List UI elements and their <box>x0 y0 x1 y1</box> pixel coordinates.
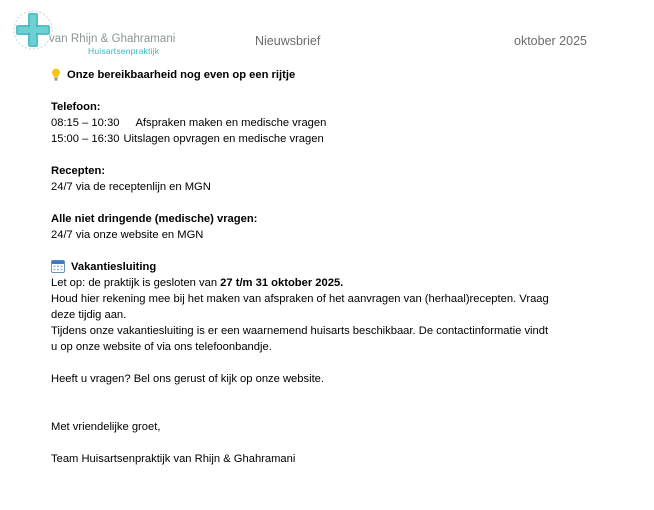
newsletter-body <box>51 67 596 467</box>
recepten-text: 24/7 via de receptenlijn en MGN <box>51 181 211 193</box>
telefoon-text: Uitslagen opvragen en medische vragen <box>123 133 324 145</box>
vakantie-replacement-line: u op onze website of via ons telefoonbandje. <box>51 341 272 353</box>
newsletter-date: oktober 2025 <box>514 34 587 48</box>
telefoon-time: 15:00 – 16:30 <box>51 133 120 145</box>
vakantie-closing-dates: 27 t/m 31 oktober 2025. <box>220 277 344 289</box>
vakantie-heading-text: Vakantiesluiting <box>71 261 157 273</box>
medical-cross-logo-icon <box>12 7 58 53</box>
recepten-label: Recepten: <box>51 165 106 177</box>
bereikbaarheid-heading-text: Onze bereikbaarheid nog even op een rijtje <box>67 69 296 81</box>
lightbulb-icon <box>51 68 61 81</box>
vakantie-closing-prefix: Let op: de praktijk is gesloten van <box>51 277 218 289</box>
questions-line: Heeft u vragen? Bel ons gerust of kijk op onze website. <box>51 373 325 385</box>
signature-line: Team Huisartsenpraktijk van Rhijn & Ghahramani <box>51 453 296 465</box>
vakantie-heading <box>51 259 596 275</box>
vragen-label: Alle niet dringende (medische) vragen: <box>51 213 258 225</box>
bereikbaarheid-heading <box>51 67 596 83</box>
vakantie-advice-line: deze tijdig aan. <box>51 309 127 321</box>
newsletter-title: Nieuwsbrief <box>255 34 321 48</box>
greeting-line: Met vriendelijke groet, <box>51 421 161 433</box>
telefoon-text: Afspraken maken en medische vragen <box>135 117 327 129</box>
vakantie-replacement-line: Tijdens onze vakantiesluiting is er een waarnemend huisarts beschikbaar. De contactinformatie vindt <box>51 325 549 337</box>
vakantie-closing-line <box>51 275 596 291</box>
calendar-icon <box>51 260 65 273</box>
telefoon-label: Telefoon: <box>51 101 101 113</box>
telefoon-line <box>51 115 596 131</box>
vragen-text: 24/7 via onze website en MGN <box>51 229 204 241</box>
practice-logo <box>12 7 176 56</box>
telefoon-time: 08:15 – 10:30 <box>51 117 120 129</box>
vakantie-advice-line: Houd hier rekening mee bij het maken van afspraken of het aanvragen van (herhaal)recepten. Vraag <box>51 293 549 305</box>
newsletter-header <box>0 0 654 60</box>
logo-practice-name: van Rhijn & Ghahramani <box>49 33 176 45</box>
logo-practice-subtitle: Huisartsenpraktijk <box>88 46 160 56</box>
telefoon-line <box>51 131 596 147</box>
